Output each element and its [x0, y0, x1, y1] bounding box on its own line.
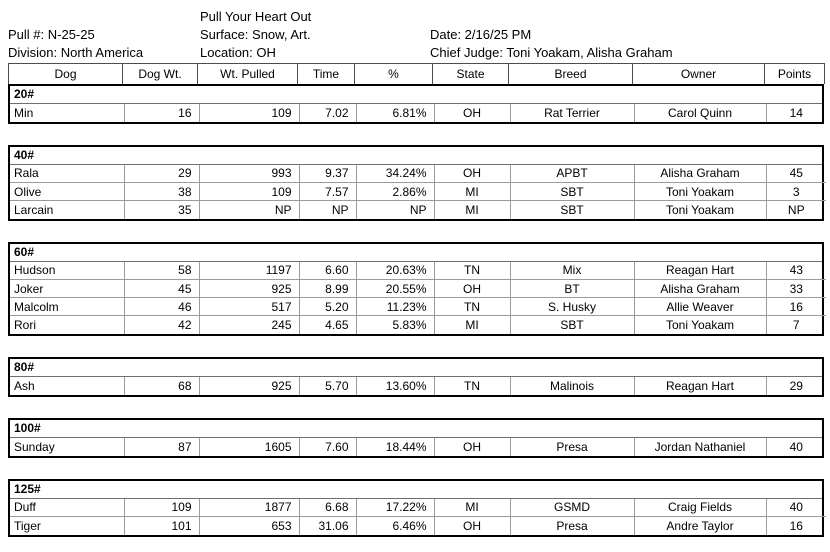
column-header-table — [8, 63, 825, 84]
column-header: % — [355, 64, 433, 84]
cell-owner: Toni Yoakam — [634, 183, 766, 201]
weight-class-label: 20# — [10, 86, 822, 104]
table-row — [10, 517, 826, 535]
cell-points: 40 — [766, 499, 826, 517]
weight-class-label: 100# — [10, 420, 822, 438]
cell-weight-pulled: 245 — [199, 316, 299, 334]
results-table — [10, 165, 826, 219]
cell-dog: Min — [14, 105, 34, 120]
cell-percent: 20.55% — [356, 280, 434, 298]
cell-time: 5.20 — [299, 298, 356, 316]
table-row — [10, 438, 826, 456]
cell-points: 16 — [766, 517, 826, 535]
results-sections — [8, 84, 824, 537]
cell-points: 7 — [766, 316, 826, 334]
cell-dog-weight: 87 — [124, 438, 199, 456]
cell-percent: 13.60% — [356, 377, 434, 395]
cell-weight-pulled: 109 — [199, 104, 299, 122]
cell-dog: Malcolm — [10, 298, 124, 316]
cell-points: 29 — [766, 377, 826, 395]
results-table — [10, 262, 826, 334]
cell-owner: Carol Quinn — [634, 104, 766, 122]
cell-weight-pulled: 925 — [199, 280, 299, 298]
cell-weight-pulled: 653 — [199, 517, 299, 535]
cell-time: 6.60 — [299, 262, 356, 280]
table-row — [10, 298, 826, 316]
cell-owner: Allie Weaver — [634, 298, 766, 316]
column-header: Time — [298, 64, 355, 84]
weight-class-label: 125# — [10, 481, 822, 499]
cell-state: TN — [434, 298, 510, 316]
cell-time: 8.99 — [299, 280, 356, 298]
weight-class-section — [8, 84, 824, 124]
cell-weight-pulled: 1877 — [199, 499, 299, 517]
cell-time: 5.70 — [299, 377, 356, 395]
column-header: Dog Wt. — [123, 64, 198, 84]
weight-class-section — [8, 145, 824, 221]
cell-owner: Alisha Graham — [634, 165, 766, 183]
spacer — [430, 8, 824, 26]
cell-breed: S. Husky — [510, 298, 634, 316]
meta-location: Location: OH — [200, 45, 276, 60]
cell-breed: SBT — [510, 316, 634, 334]
meta-surface: Surface: Snow, Art. — [200, 27, 311, 42]
column-header: Dog — [9, 64, 123, 84]
cell-weight-pulled: NP — [199, 201, 299, 219]
cell-breed: BT — [510, 280, 634, 298]
cell-owner: Reagan Hart — [634, 262, 766, 280]
cell-dog: Rala — [14, 166, 39, 181]
column-header: Points — [765, 64, 825, 84]
cell-percent: 11.23% — [356, 298, 434, 316]
cell-points: 40 — [766, 438, 826, 456]
meta-division: Division: North America — [8, 45, 144, 60]
cell-state: OH — [434, 280, 510, 298]
table-row — [10, 165, 826, 183]
meta-chief-judge: Chief Judge: Toni Yoakam, Alisha Graham — [430, 45, 673, 60]
results-table — [10, 104, 826, 122]
cell-owner: Reagan Hart — [634, 377, 766, 395]
cell-dog: Rori — [10, 316, 124, 334]
cell-dog: Joker — [10, 280, 124, 298]
cell-dog: Hudson — [14, 263, 56, 278]
meta-pull-number: Pull #: N-25-25 — [8, 27, 95, 42]
weight-class-label: 80# — [10, 359, 822, 377]
weight-class-section — [8, 418, 824, 458]
cell-owner: Toni Yoakam — [634, 316, 766, 334]
cell-time: 9.37 — [299, 165, 356, 183]
results-table — [10, 438, 826, 456]
weight-class-section — [8, 357, 824, 397]
column-header-row — [9, 64, 825, 84]
column-header: Owner — [633, 64, 765, 84]
cell-dog-weight: 42 — [124, 316, 199, 334]
cell-percent: 34.24% — [356, 165, 434, 183]
cell-points: 16 — [766, 298, 826, 316]
cell-points: 14 — [766, 104, 826, 122]
event-title: Pull Your Heart Out — [200, 9, 312, 24]
report-header — [8, 8, 824, 62]
cell-percent: 6.81% — [356, 104, 434, 122]
cell-owner: Andre Taylor — [634, 517, 766, 535]
cell-dog-weight: 16 — [124, 104, 199, 122]
cell-percent: 20.63% — [356, 262, 434, 280]
cell-state: OH — [434, 104, 510, 122]
table-row — [10, 316, 826, 334]
cell-dog-weight: 35 — [124, 201, 199, 219]
cell-breed: Presa — [510, 517, 634, 535]
cell-time: 7.60 — [299, 438, 356, 456]
cell-state: OH — [434, 438, 510, 456]
column-header: State — [433, 64, 509, 84]
meta-date: Date: 2/16/25 PM — [430, 27, 532, 42]
cell-state: MI — [434, 183, 510, 201]
cell-time: NP — [299, 201, 356, 219]
cell-dog-weight: 58 — [124, 262, 199, 280]
cell-owner: Alisha Graham — [634, 280, 766, 298]
cell-percent: 17.22% — [356, 499, 434, 517]
cell-state: TN — [434, 377, 510, 395]
cell-weight-pulled: 1605 — [199, 438, 299, 456]
cell-owner: Toni Yoakam — [634, 201, 766, 219]
cell-owner: Craig Fields — [634, 499, 766, 517]
weight-class-section — [8, 479, 824, 537]
cell-state: MI — [434, 499, 510, 517]
cell-time: 6.68 — [299, 499, 356, 517]
weight-class-label: 60# — [10, 244, 822, 262]
cell-dog: Olive — [10, 183, 124, 201]
cell-time: 7.57 — [299, 183, 356, 201]
cell-percent: NP — [356, 201, 434, 219]
cell-percent: 2.86% — [356, 183, 434, 201]
cell-owner: Jordan Nathaniel — [634, 438, 766, 456]
cell-points: 33 — [766, 280, 826, 298]
cell-weight-pulled: 925 — [199, 377, 299, 395]
table-row — [10, 183, 826, 201]
cell-breed: Presa — [510, 438, 634, 456]
column-header: Wt. Pulled — [198, 64, 298, 84]
cell-breed: SBT — [510, 183, 634, 201]
cell-state: MI — [434, 201, 510, 219]
cell-breed: Rat Terrier — [510, 104, 634, 122]
cell-state: MI — [434, 316, 510, 334]
cell-breed: GSMD — [510, 499, 634, 517]
cell-dog: Duff — [14, 500, 36, 515]
cell-state: TN — [434, 262, 510, 280]
cell-dog: Sunday — [14, 439, 55, 454]
cell-breed: APBT — [510, 165, 634, 183]
weight-class-label: 40# — [10, 147, 822, 165]
table-row — [10, 377, 826, 395]
results-table — [10, 499, 826, 535]
cell-breed: Malinois — [510, 377, 634, 395]
cell-weight-pulled: 1197 — [199, 262, 299, 280]
cell-dog-weight: 46 — [124, 298, 199, 316]
cell-dog: Larcain — [10, 201, 124, 219]
table-row — [10, 280, 826, 298]
spacer — [8, 8, 200, 26]
table-row — [10, 201, 826, 219]
cell-time: 4.65 — [299, 316, 356, 334]
column-header: Breed — [509, 64, 633, 84]
cell-points: NP — [766, 201, 826, 219]
cell-percent: 5.83% — [356, 316, 434, 334]
cell-dog-weight: 68 — [124, 377, 199, 395]
cell-dog: Ash — [14, 378, 35, 393]
cell-breed: Mix — [510, 262, 634, 280]
table-row — [10, 104, 826, 122]
table-row — [10, 499, 826, 517]
cell-time: 7.02 — [299, 104, 356, 122]
results-table — [10, 377, 826, 395]
cell-dog-weight: 101 — [124, 517, 199, 535]
cell-dog-weight: 45 — [124, 280, 199, 298]
cell-points: 45 — [766, 165, 826, 183]
cell-dog-weight: 109 — [124, 499, 199, 517]
cell-weight-pulled: 517 — [199, 298, 299, 316]
cell-weight-pulled: 993 — [199, 165, 299, 183]
cell-time: 31.06 — [299, 517, 356, 535]
cell-points: 43 — [766, 262, 826, 280]
cell-state: OH — [434, 517, 510, 535]
cell-dog-weight: 38 — [124, 183, 199, 201]
cell-state: OH — [434, 165, 510, 183]
cell-percent: 6.46% — [356, 517, 434, 535]
cell-dog-weight: 29 — [124, 165, 199, 183]
cell-breed: SBT — [510, 201, 634, 219]
cell-percent: 18.44% — [356, 438, 434, 456]
cell-weight-pulled: 109 — [199, 183, 299, 201]
cell-dog: Tiger — [10, 517, 124, 535]
cell-points: 3 — [766, 183, 826, 201]
weight-class-section — [8, 242, 824, 336]
table-row — [10, 262, 826, 280]
